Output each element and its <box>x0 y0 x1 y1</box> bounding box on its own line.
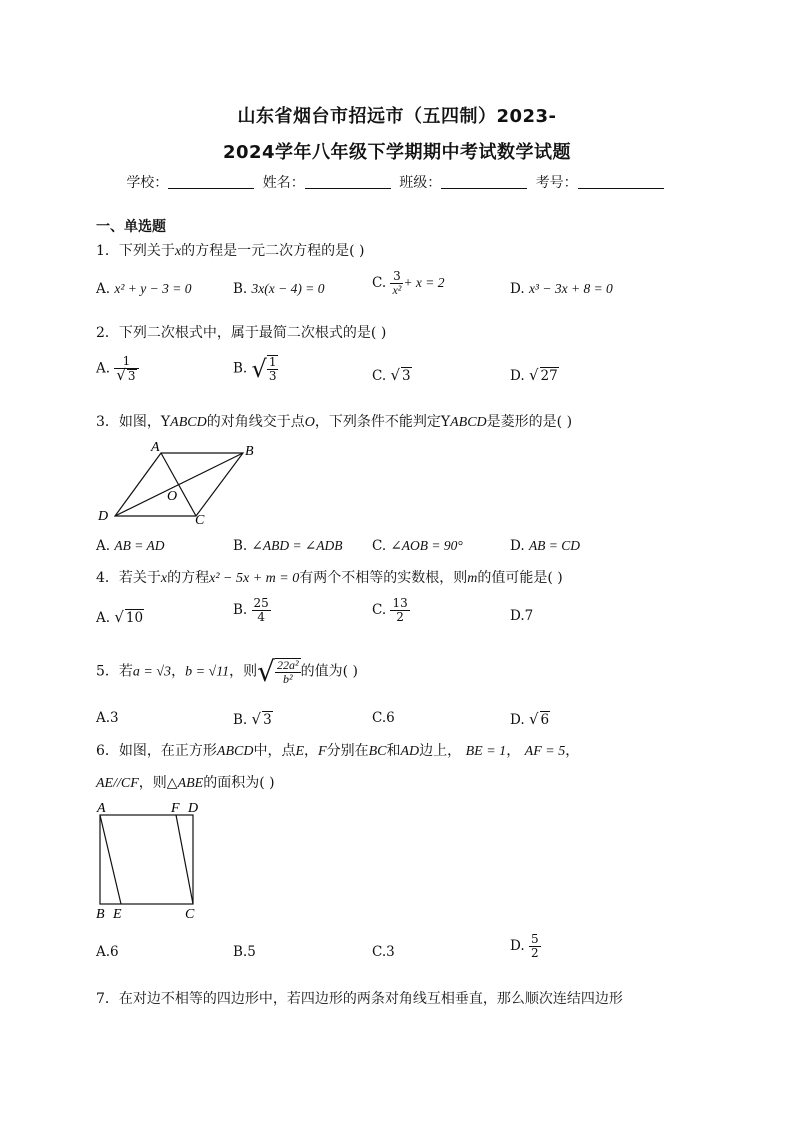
q4-option-d[interactable]: D.7 <box>510 608 534 624</box>
label-b: B <box>96 907 105 922</box>
exam-number-field[interactable] <box>578 175 664 189</box>
q6-option-d[interactable]: D. $\frac{5}{2}$ <box>510 932 539 960</box>
q1-stem-end: 的方程是一元二次方程的是( ) <box>181 243 365 259</box>
question-3: 3．如图，YABCD的对角线交于点O，下列条件不能判定YABCD是菱形的是( ) <box>96 414 573 430</box>
label-c: C <box>185 907 195 922</box>
question-1 <box>96 240 365 260</box>
label-e: E <box>113 907 122 922</box>
q1-option-b[interactable]: B. 3x(x − 4) = 0 <box>233 281 325 297</box>
exam-number-label: 考号： <box>535 175 578 191</box>
q5-option-a[interactable]: A.3 <box>96 710 119 726</box>
q6-square-figure <box>92 798 212 922</box>
name-field[interactable] <box>305 175 391 189</box>
section-heading: 一、单选题 <box>96 219 166 235</box>
q4-option-c[interactable]: C. $\frac{13}{2}$ <box>372 596 408 624</box>
q3-option-d[interactable]: D. AB = CD <box>510 538 581 554</box>
question-4: 4．若关于x的方程x² − 5x + m = 0有两个不相等的实数根，则m的值可能是( ) <box>96 570 563 586</box>
q3-parallelogram-figure <box>94 438 264 530</box>
document-title-line-1: 山东省烟台市招远市（五四制）2023- <box>237 106 557 127</box>
question-6-line-1: 6．如图，在正方形ABCD中，点E，F分别在BC和AD边上， BE = 1， AF = 5， <box>96 743 580 759</box>
q3-option-a[interactable]: A. AB = AD <box>96 538 165 554</box>
student-info-line <box>0 172 794 192</box>
label-f: F <box>171 801 180 816</box>
q1-option-c[interactable]: C. $\frac{3}{\text{x²}}$ + x = 2 <box>372 269 445 297</box>
question-6-line-2: AE//CF，则△ABE的面积为( ) <box>96 775 275 791</box>
q1-option-a[interactable]: A. x² + y − 3 = 0 <box>96 281 192 297</box>
q4-option-b[interactable]: B. $\frac{25}{4}$ <box>233 596 269 624</box>
class-label: 班级： <box>399 175 442 191</box>
q6-option-b[interactable]: B.5 <box>233 944 256 960</box>
label-d: D <box>188 801 199 816</box>
q6-option-a[interactable]: A.6 <box>96 944 119 960</box>
q1-stem: 1．下列关于 <box>96 243 175 259</box>
school-label: 学校： <box>126 175 169 191</box>
q2-option-b[interactable]: B. √ $\frac{1}{3}$ <box>233 355 277 383</box>
label-b: B <box>245 444 254 459</box>
question-2: 2．下列二次根式中，属于最简二次根式的是( ) <box>96 325 387 341</box>
q2-option-a[interactable]: A. $\frac{1}{√ 3}$ <box>96 355 139 383</box>
label-o: O <box>167 489 178 504</box>
q6-option-c[interactable]: C.3 <box>372 944 395 960</box>
school-field[interactable] <box>168 175 254 189</box>
question-7: 7．在对边不相等的四边形中，若四边形的两条对角线互相垂直，那么顺次连结四边形 <box>96 991 623 1007</box>
question-5: 5．若a = √3，b = √11，则√ $\frac{\text{22a²}}{\text{b²}}$ 的值为( ) <box>96 655 358 688</box>
name-label: 姓名： <box>262 175 305 191</box>
q4-option-a[interactable]: A. √ 10 <box>96 608 144 626</box>
q1-var: x <box>174 244 182 259</box>
q1-option-d[interactable]: D. x³ − 3x + 8 = 0 <box>510 281 613 297</box>
label-c: C <box>195 513 205 528</box>
q3-option-c[interactable]: C. ∠AOB = 90° <box>372 538 463 554</box>
q2-option-d[interactable]: D. √ 27 <box>510 366 558 384</box>
class-field[interactable] <box>441 175 527 189</box>
document-title-line-2: 2024学年八年级下学期期中考试数学试题 <box>222 142 572 163</box>
q3-option-b[interactable]: B. ∠ABD = ∠ADB <box>233 538 343 554</box>
label-a: A <box>97 801 106 816</box>
q5-option-d[interactable]: D. √ 6 <box>510 710 550 728</box>
q5-option-b[interactable]: B. √ 3 <box>233 710 272 728</box>
label-a: A <box>151 440 160 455</box>
label-d: D <box>98 509 109 524</box>
q5-option-c[interactable]: C.6 <box>372 710 395 726</box>
q2-option-c[interactable]: C. √ 3 <box>372 366 411 384</box>
